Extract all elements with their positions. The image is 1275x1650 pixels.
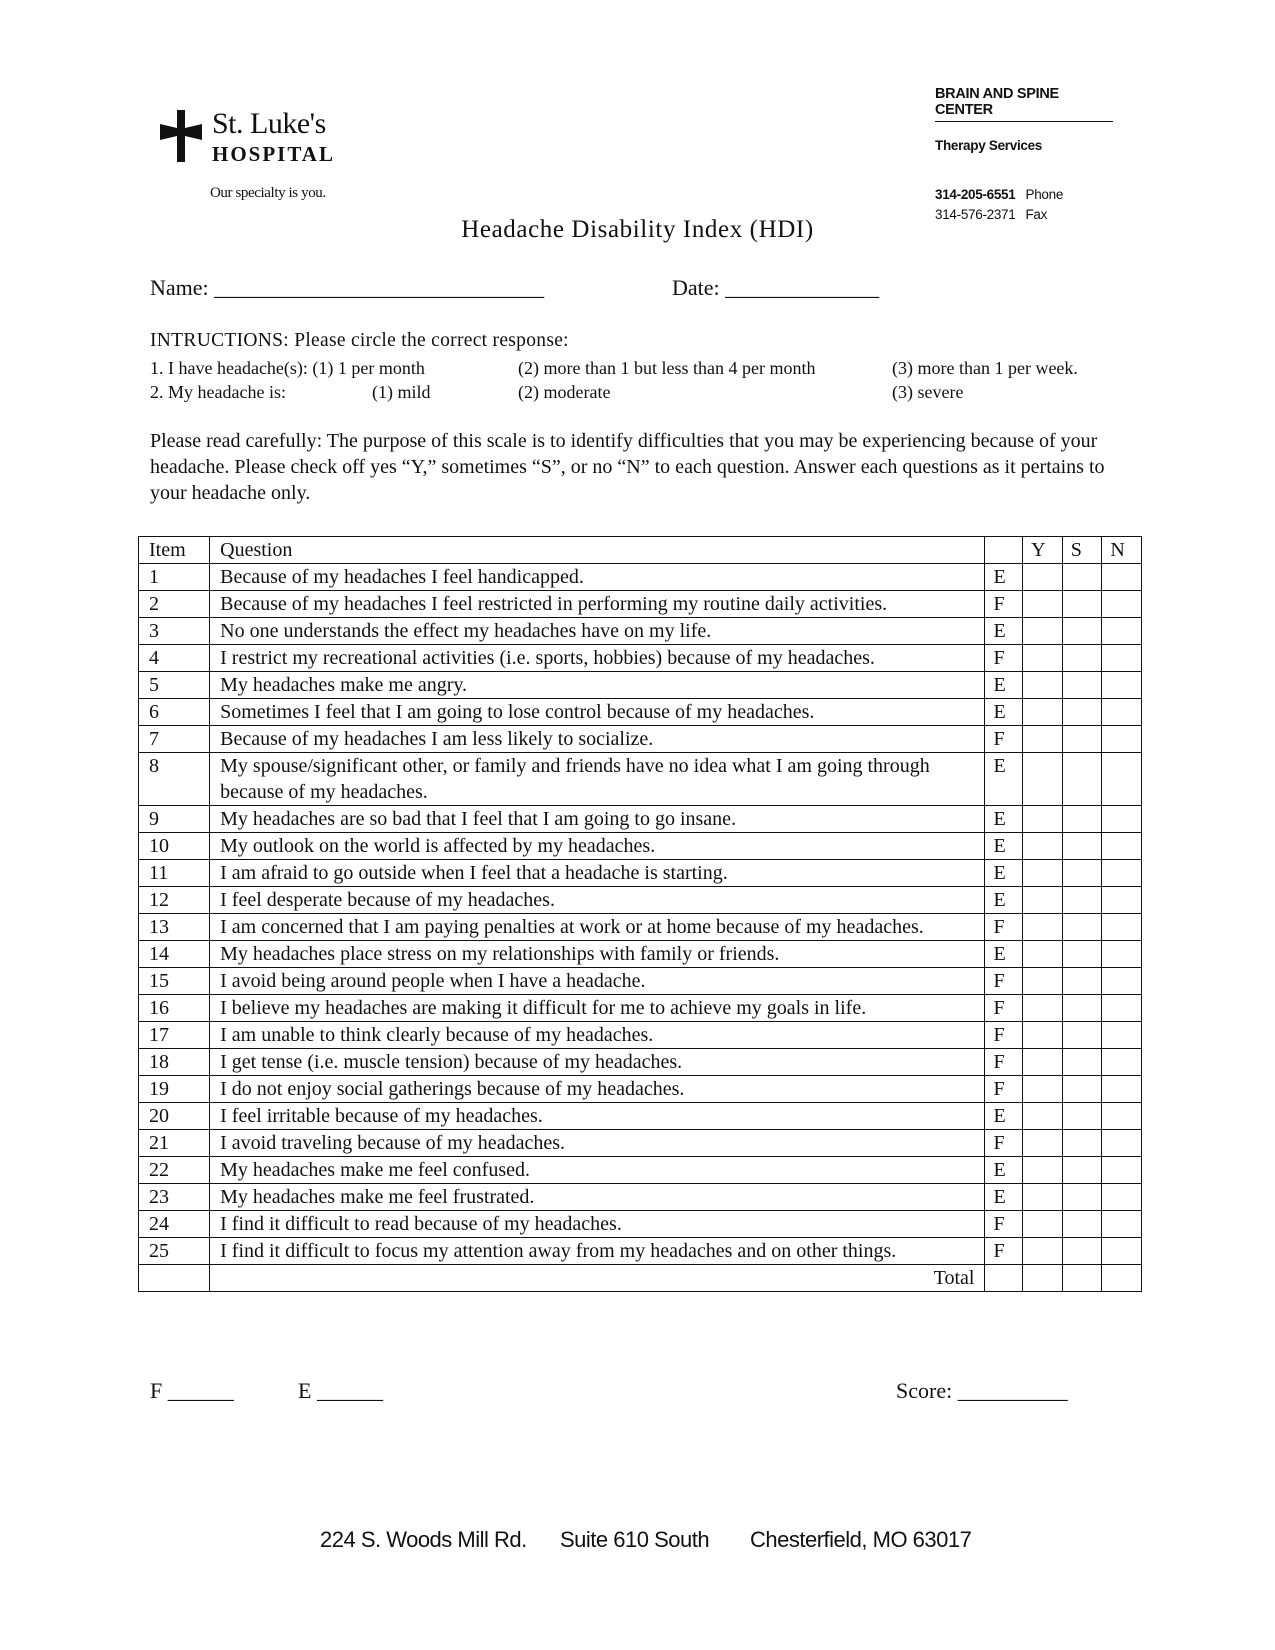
answer-no-cell[interactable] — [1102, 699, 1142, 726]
item-number: 9 — [139, 806, 210, 833]
question-text: My outlook on the world is affected by my headaches. — [210, 833, 985, 860]
center-name: BRAIN AND SPINE CENTER — [935, 86, 1113, 122]
instructions-paragraph: Please read carefully: The purpose of this scale is to identify difficulties that you may be experiencing because of your headache. Please check off yes “Y,” sometimes “S”, or no “N” to each question. Answer each questions as it pertains to your headache only. — [150, 430, 1105, 504]
answer-sometimes-cell[interactable] — [1062, 914, 1102, 941]
f-score-field[interactable]: F ______ — [150, 1378, 234, 1403]
answer-yes-cell[interactable] — [1023, 699, 1063, 726]
question-type: F — [985, 1130, 1023, 1157]
table-row — [139, 1076, 1142, 1103]
question-type: E — [985, 564, 1023, 591]
answer-sometimes-cell[interactable] — [1062, 860, 1102, 887]
question-text: I find it difficult to focus my attention away from my headaches and on other things. — [210, 1238, 985, 1265]
question-type: F — [985, 1049, 1023, 1076]
question-text: Sometimes I feel that I am going to lose control because of my headaches. — [210, 699, 985, 726]
table-header-row — [139, 537, 1142, 564]
question-text: I believe my headaches are making it difficult for me to achieve my goals in life. — [210, 995, 985, 1022]
answer-yes-cell[interactable] — [1023, 645, 1063, 672]
question-type: F — [985, 1211, 1023, 1238]
answer-no-cell[interactable] — [1102, 914, 1142, 941]
table-row — [139, 1049, 1142, 1076]
table-row — [139, 726, 1142, 753]
item-number: 25 — [139, 1238, 210, 1265]
table-row — [139, 806, 1142, 833]
question-text: My headaches make me feel confused. — [210, 1157, 985, 1184]
question-text: I am afraid to go outside when I feel that a headache is starting. — [210, 860, 985, 887]
item-number: 12 — [139, 887, 210, 914]
answer-yes-cell[interactable] — [1023, 1130, 1063, 1157]
question-text: I avoid traveling because of my headaches. — [210, 1130, 985, 1157]
answer-yes-cell[interactable] — [1023, 833, 1063, 860]
table-row — [139, 1157, 1142, 1184]
answer-no-cell[interactable] — [1102, 1211, 1142, 1238]
table-row — [139, 753, 1142, 806]
table-row — [139, 941, 1142, 968]
question-text: I am unable to think clearly because of my headaches. — [210, 1022, 985, 1049]
item-number: 3 — [139, 618, 210, 645]
answer-sometimes-cell[interactable] — [1062, 753, 1102, 806]
question-text: I feel desperate because of my headaches. — [210, 887, 985, 914]
answer-no-cell[interactable] — [1102, 591, 1142, 618]
answer-no-cell[interactable] — [1102, 1076, 1142, 1103]
question-text: I restrict my recreational activities (i.e. sports, hobbies) because of my headaches. — [210, 645, 985, 672]
total-blank — [139, 1265, 210, 1292]
total-row — [139, 1265, 1142, 1292]
answer-sometimes-cell[interactable] — [1062, 699, 1102, 726]
question-type: E — [985, 753, 1023, 806]
question-type: E — [985, 860, 1023, 887]
answer-yes-cell[interactable] — [1023, 914, 1063, 941]
fax-label: Fax — [1025, 207, 1048, 222]
question-text: My headaches place stress on my relationships with family or friends. — [210, 941, 985, 968]
table-row — [139, 1211, 1142, 1238]
answer-sometimes-cell[interactable] — [1062, 1157, 1102, 1184]
answer-sometimes-cell[interactable] — [1062, 1130, 1102, 1157]
header-item: Item — [139, 537, 210, 564]
answer-no-cell[interactable] — [1102, 1022, 1142, 1049]
total-type-cell — [985, 1265, 1023, 1292]
item-number: 6 — [139, 699, 210, 726]
answer-sometimes-cell[interactable] — [1062, 1049, 1102, 1076]
header-type — [985, 537, 1023, 564]
name-field[interactable]: Name: ______________________________ — [150, 275, 545, 300]
item-number: 16 — [139, 995, 210, 1022]
answer-yes-cell[interactable] — [1023, 1211, 1063, 1238]
answer-no-cell[interactable] — [1102, 1157, 1142, 1184]
table-row — [139, 1130, 1142, 1157]
total-score-field[interactable]: Score: __________ — [896, 1378, 1068, 1403]
item-number: 10 — [139, 833, 210, 860]
answer-yes-cell[interactable] — [1023, 1103, 1063, 1130]
answer-sometimes-cell[interactable] — [1062, 887, 1102, 914]
item-number: 15 — [139, 968, 210, 995]
answer-yes-cell[interactable] — [1023, 591, 1063, 618]
item-number: 24 — [139, 1211, 210, 1238]
severity-option-2[interactable]: (2) moderate — [518, 382, 611, 402]
answer-yes-cell[interactable] — [1023, 806, 1063, 833]
answer-sometimes-cell[interactable] — [1062, 1238, 1102, 1265]
answer-yes-cell[interactable] — [1023, 1076, 1063, 1103]
answer-no-cell[interactable] — [1102, 860, 1142, 887]
answer-yes-cell[interactable] — [1023, 860, 1063, 887]
answer-yes-cell[interactable] — [1023, 941, 1063, 968]
question-text: I get tense (i.e. muscle tension) because of my headaches. — [210, 1049, 985, 1076]
item-number: 17 — [139, 1022, 210, 1049]
item-number: 18 — [139, 1049, 210, 1076]
header-question: Question — [210, 537, 985, 564]
question-type: E — [985, 699, 1023, 726]
table-row — [139, 860, 1142, 887]
answer-yes-cell[interactable] — [1023, 726, 1063, 753]
answer-sometimes-cell[interactable] — [1062, 618, 1102, 645]
item-number: 4 — [139, 645, 210, 672]
item-number: 1 — [139, 564, 210, 591]
center-info — [935, 86, 1135, 225]
e-score-field[interactable]: E ______ — [298, 1378, 383, 1403]
total-yes-cell[interactable] — [1023, 1265, 1063, 1292]
logo-hospital: HOSPITAL — [212, 142, 335, 166]
question-type: F — [985, 591, 1023, 618]
table-row — [139, 699, 1142, 726]
item-number: 2 — [139, 591, 210, 618]
page-title: Headache Disability Index (HDI) — [461, 216, 814, 243]
answer-yes-cell[interactable] — [1023, 1184, 1063, 1211]
answer-sometimes-cell[interactable] — [1062, 1211, 1102, 1238]
cross-icon — [160, 110, 202, 162]
answer-no-cell[interactable] — [1102, 1103, 1142, 1130]
answer-no-cell[interactable] — [1102, 1238, 1142, 1265]
severity-option-3[interactable]: (3) severe — [892, 382, 964, 402]
date-field[interactable]: Date: ______________ — [672, 275, 880, 300]
question-type: F — [985, 995, 1023, 1022]
fax-number: 314-576-2371 — [935, 207, 1016, 222]
question-text: I feel irritable because of my headaches. — [210, 1103, 985, 1130]
question-type: E — [985, 618, 1023, 645]
header-sometimes: S — [1062, 537, 1102, 564]
center-subtitle: Therapy Services — [935, 138, 1043, 153]
frequency-option-1[interactable]: 1. I have headache(s): (1) 1 per month — [150, 358, 425, 378]
answer-no-cell[interactable] — [1102, 887, 1142, 914]
question-text: I am concerned that I am paying penalties at work or at home because of my headaches. — [210, 914, 985, 941]
question-text: I do not enjoy social gatherings because of my headaches. — [210, 1076, 985, 1103]
question-type: F — [985, 1238, 1023, 1265]
item-number: 23 — [139, 1184, 210, 1211]
answer-no-cell[interactable] — [1102, 833, 1142, 860]
table-row — [139, 887, 1142, 914]
answer-no-cell[interactable] — [1102, 672, 1142, 699]
phone-number: 314-205-6551 — [935, 187, 1016, 202]
answer-no-cell[interactable] — [1102, 806, 1142, 833]
answer-no-cell[interactable] — [1102, 941, 1142, 968]
address-street: 224 S. Woods Mill Rd. — [320, 1527, 527, 1552]
question-type: F — [985, 1022, 1023, 1049]
question-text: My headaches are so bad that I feel that I am going to go insane. — [210, 806, 985, 833]
table-row — [139, 1238, 1142, 1265]
question-type: E — [985, 941, 1023, 968]
item-number: 21 — [139, 1130, 210, 1157]
table-row — [139, 1022, 1142, 1049]
answer-sometimes-cell[interactable] — [1062, 806, 1102, 833]
question-type: E — [985, 887, 1023, 914]
question-text: I find it difficult to read because of my headaches. — [210, 1211, 985, 1238]
answer-sometimes-cell[interactable] — [1062, 1076, 1102, 1103]
question-type: F — [985, 968, 1023, 995]
answer-yes-cell[interactable] — [1023, 618, 1063, 645]
question-type: F — [985, 726, 1023, 753]
question-text: Because of my headaches I feel handicapped. — [210, 564, 985, 591]
item-number: 19 — [139, 1076, 210, 1103]
answer-yes-cell[interactable] — [1023, 1238, 1063, 1265]
question-type: E — [985, 1157, 1023, 1184]
answer-sometimes-cell[interactable] — [1062, 591, 1102, 618]
table-row — [139, 1184, 1142, 1211]
frequency-option-2[interactable]: (2) more than 1 but less than 4 per month — [518, 358, 816, 378]
question-text: My headaches make me angry. — [210, 672, 985, 699]
question-type: E — [985, 833, 1023, 860]
answer-sometimes-cell[interactable] — [1062, 995, 1102, 1022]
answer-yes-cell[interactable] — [1023, 995, 1063, 1022]
table-row — [139, 618, 1142, 645]
table-row — [139, 968, 1142, 995]
severity-option-1[interactable]: (1) mild — [372, 382, 431, 402]
table-row — [139, 564, 1142, 591]
answer-yes-cell[interactable] — [1023, 564, 1063, 591]
question-text: My spouse/significant other, or family and friends have no idea what I am going through because of my headaches. — [210, 753, 985, 806]
answer-no-cell[interactable] — [1102, 995, 1142, 1022]
item-number: 8 — [139, 753, 210, 806]
item-number: 13 — [139, 914, 210, 941]
answer-no-cell[interactable] — [1102, 968, 1142, 995]
question-type: F — [985, 645, 1023, 672]
answer-yes-cell[interactable] — [1023, 1157, 1063, 1184]
question-type: E — [985, 672, 1023, 699]
question-type: E — [985, 1184, 1023, 1211]
answer-no-cell[interactable] — [1102, 1049, 1142, 1076]
total-no-cell[interactable] — [1102, 1265, 1142, 1292]
phone-label: Phone — [1025, 187, 1064, 202]
header-yes: Y — [1023, 537, 1063, 564]
address-city: Chesterfield, MO 63017 — [750, 1527, 972, 1552]
answer-yes-cell[interactable] — [1023, 1022, 1063, 1049]
address-suite: Suite 610 South — [560, 1527, 710, 1552]
table-row — [139, 591, 1142, 618]
instructions-heading: INTRUCTIONS: Please circle the correct response: — [150, 330, 569, 351]
hdi-table — [138, 536, 1142, 1292]
answer-no-cell[interactable] — [1102, 753, 1142, 806]
answer-sometimes-cell[interactable] — [1062, 564, 1102, 591]
answer-sometimes-cell[interactable] — [1062, 1022, 1102, 1049]
question-type: E — [985, 806, 1023, 833]
answer-yes-cell[interactable] — [1023, 672, 1063, 699]
answer-sometimes-cell[interactable] — [1062, 1184, 1102, 1211]
severity-prompt: 2. My headache is: — [150, 382, 286, 402]
item-number: 20 — [139, 1103, 210, 1130]
answer-yes-cell[interactable] — [1023, 968, 1063, 995]
question-text: Because of my headaches I am less likely to socialize. — [210, 726, 985, 753]
answer-sometimes-cell[interactable] — [1062, 941, 1102, 968]
answer-sometimes-cell[interactable] — [1062, 1103, 1102, 1130]
question-type: F — [985, 914, 1023, 941]
total-sometimes-cell[interactable] — [1062, 1265, 1102, 1292]
table-row — [139, 672, 1142, 699]
table-row — [139, 1103, 1142, 1130]
hospital-logo — [160, 108, 400, 203]
item-number: 14 — [139, 941, 210, 968]
answer-no-cell[interactable] — [1102, 1184, 1142, 1211]
logo-tagline: Our specialty is you. — [210, 185, 326, 201]
question-type: E — [985, 1103, 1023, 1130]
question-text: Because of my headaches I feel restricted in performing my routine daily activities. — [210, 591, 985, 618]
answer-yes-cell[interactable] — [1023, 887, 1063, 914]
table-row — [139, 995, 1142, 1022]
total-label: Total — [210, 1265, 985, 1292]
item-number: 7 — [139, 726, 210, 753]
item-number: 5 — [139, 672, 210, 699]
logo-name: St. Luke's — [212, 107, 326, 140]
table-row — [139, 833, 1142, 860]
question-text: I avoid being around people when I have a headache. — [210, 968, 985, 995]
answer-sometimes-cell[interactable] — [1062, 726, 1102, 753]
answer-no-cell[interactable] — [1102, 564, 1142, 591]
answer-sometimes-cell[interactable] — [1062, 833, 1102, 860]
table-row — [139, 645, 1142, 672]
answer-sometimes-cell[interactable] — [1062, 968, 1102, 995]
answer-yes-cell[interactable] — [1023, 753, 1063, 806]
answer-sometimes-cell[interactable] — [1062, 672, 1102, 699]
answer-no-cell[interactable] — [1102, 726, 1142, 753]
frequency-option-3[interactable]: (3) more than 1 per week. — [892, 358, 1078, 378]
table-row — [139, 914, 1142, 941]
phone-line — [935, 185, 1135, 205]
answer-no-cell[interactable] — [1102, 1130, 1142, 1157]
header-no: N — [1102, 537, 1142, 564]
item-number: 22 — [139, 1157, 210, 1184]
question-text: No one understands the effect my headaches have on my life. — [210, 618, 985, 645]
answer-sometimes-cell[interactable] — [1062, 645, 1102, 672]
answer-no-cell[interactable] — [1102, 645, 1142, 672]
question-text: My headaches make me feel frustrated. — [210, 1184, 985, 1211]
answer-no-cell[interactable] — [1102, 618, 1142, 645]
question-type: F — [985, 1076, 1023, 1103]
item-number: 11 — [139, 860, 210, 887]
answer-yes-cell[interactable] — [1023, 1049, 1063, 1076]
